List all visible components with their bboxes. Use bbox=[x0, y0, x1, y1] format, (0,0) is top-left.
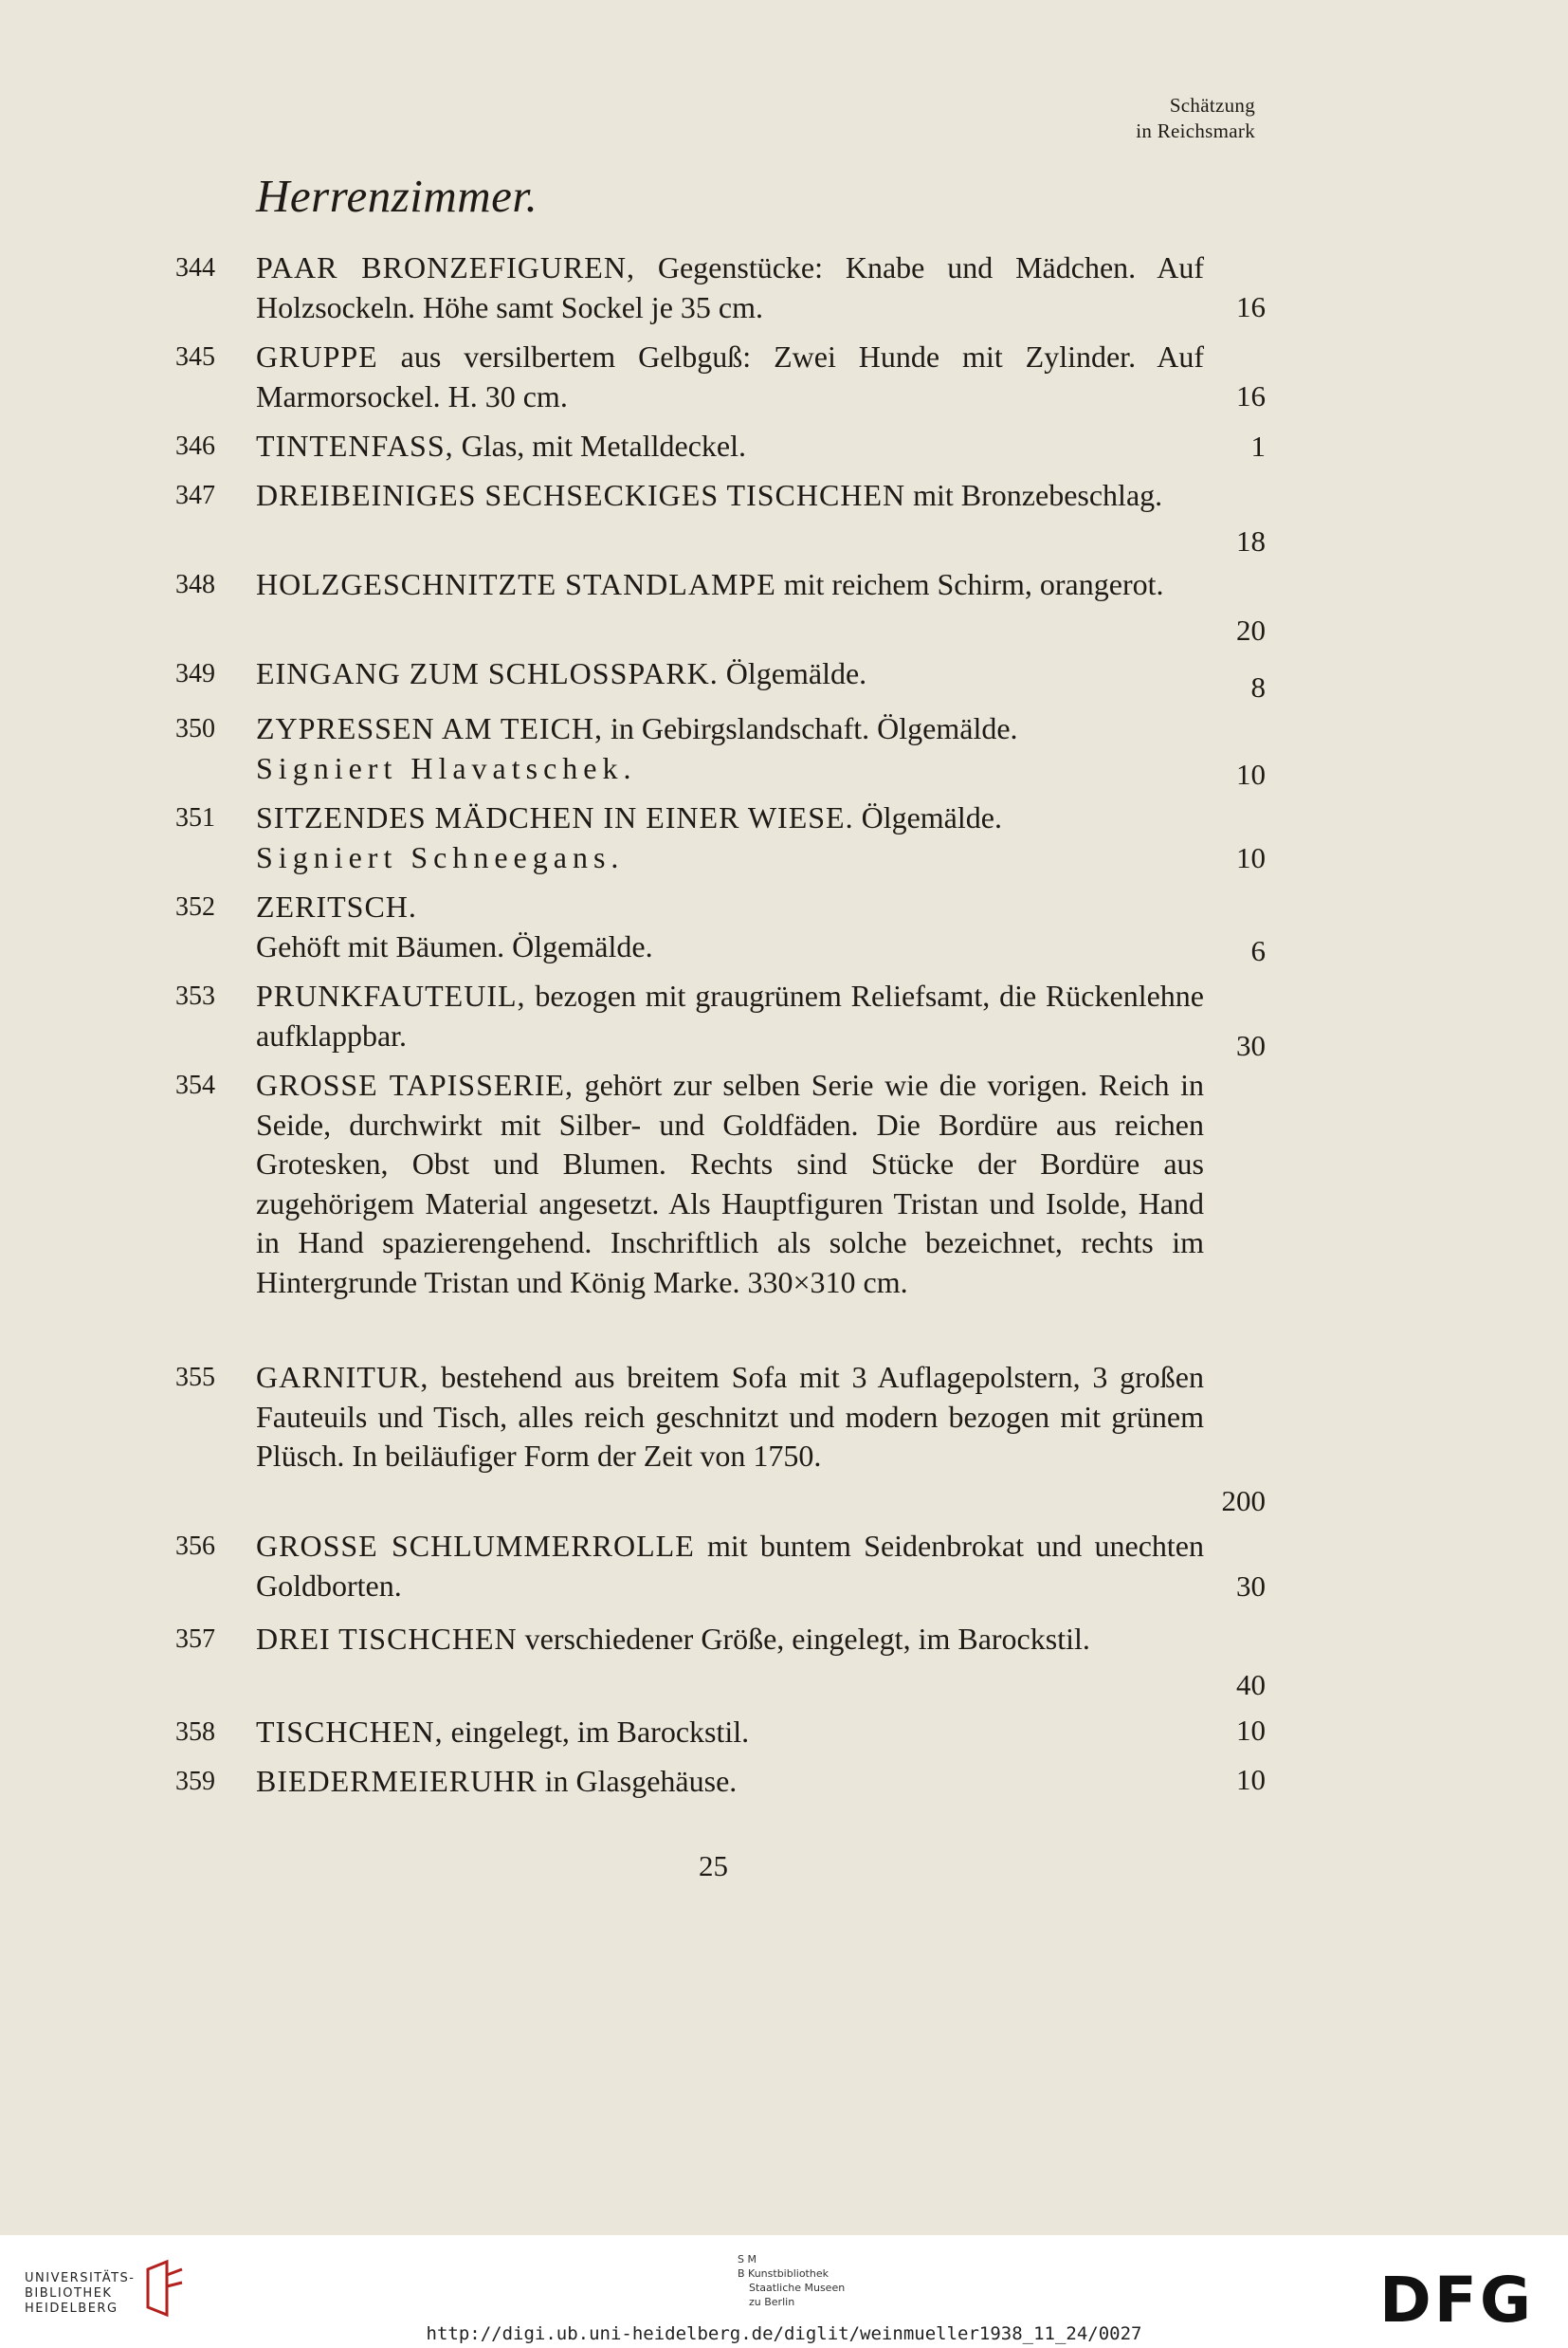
lot-details: in Glasgehäuse. bbox=[544, 1764, 738, 1798]
lot-estimate: 10 bbox=[1236, 758, 1266, 791]
digitization-footer bbox=[0, 2235, 1568, 2348]
lot-number: 352 bbox=[175, 892, 215, 922]
lot-signature: Signiert Schneegans. bbox=[256, 839, 625, 874]
lot-number: 345 bbox=[175, 342, 215, 372]
lot-details: gehört zur selben Serie wie die vorigen. Reich in Seide, durchwirkt mit Silber- und Goldfäden. Die Bordüre aus reichen Grotesken, Obst und Blumen. Rechts sind Stücke der Bordüre aus zugehörigem Material angesetzt. Als Hauptfiguren Tristan und Isolde, Hand in Hand spazierengehend. Inschriftlich als solche bezeichnet, rechts im Hintergrunde Tristan und König Marke. 330×310 cm. bbox=[256, 1068, 1205, 1299]
lot-estimate: 10 bbox=[1236, 1714, 1266, 1747]
estimate-column-header bbox=[1136, 93, 1255, 144]
uni-logo-line: BIBLIOTHEK bbox=[25, 2286, 113, 2301]
lot-title: BIEDERMEIERUHR bbox=[256, 1764, 538, 1798]
lot-details: bestehend aus breitem Sofa mit 3 Auflagepolstern, 3 großen Fauteuils und Tisch, alles reich geschnitzt und modern bezogen mit grünem Plüsch. In beiläufiger Form der Zeit von 1750. bbox=[256, 1360, 1204, 1473]
lot-number: 351 bbox=[175, 803, 215, 833]
lot-description bbox=[256, 1713, 1204, 1752]
uni-logo-line: UNIVERSITÄTS- bbox=[25, 2271, 136, 2285]
lot-details: mit buntem Seidenbrokat und unechten Goldborten. bbox=[256, 1529, 1204, 1603]
lot-title: EINGANG ZUM SCHLOSSPARK. bbox=[256, 656, 719, 690]
dfg-logo: DFG bbox=[1378, 2264, 1534, 2337]
lot-title: ZERITSCH. bbox=[256, 890, 417, 924]
lot-details: Gegenstücke: Knabe und Mädchen. Auf Holzsockeln. Höhe samt Sockel je 35 cm. bbox=[256, 250, 1205, 324]
lot-estimate: 6 bbox=[1250, 934, 1266, 967]
lot-estimate: 16 bbox=[1236, 379, 1266, 413]
lot-number: 353 bbox=[175, 981, 215, 1011]
lot-title: ZYPRESSEN AM TEICH, bbox=[256, 711, 604, 745]
lot-title: HOLZGESCHNITZTE STANDLAMPE bbox=[256, 567, 776, 601]
lot-description bbox=[256, 1527, 1204, 1605]
museum-credit-line: zu Berlin bbox=[749, 2296, 795, 2308]
lot-title: PRUNKFAUTEUIL, bbox=[256, 979, 526, 1013]
lot-title: DREIBEINIGES SECHSECKIGES TISCHCHEN bbox=[256, 478, 906, 512]
page-number: 25 bbox=[699, 1849, 728, 1882]
library-emblem-icon bbox=[140, 2256, 188, 2322]
lot-details: Ölgemälde. bbox=[861, 800, 1002, 835]
lot-description bbox=[256, 798, 1204, 877]
lot-number: 348 bbox=[175, 570, 215, 599]
lot-details: bezogen mit graugrünem Reliefsamt, die Rückenlehne aufklappbar. bbox=[256, 979, 1205, 1053]
lot-estimate: 10 bbox=[1236, 1763, 1266, 1796]
uni-logo-line: HEIDELBERG bbox=[25, 2302, 119, 2316]
lot-estimate: 30 bbox=[1236, 1029, 1266, 1062]
lot-description bbox=[256, 1762, 1204, 1802]
lot-details: Glas, mit Metalldeckel. bbox=[461, 429, 746, 463]
lot-description bbox=[256, 1620, 1204, 1660]
estimate-unit: in Reichsmark bbox=[1136, 119, 1255, 142]
lot-number: 344 bbox=[175, 253, 215, 283]
lot-description bbox=[256, 977, 1204, 1055]
lot-number: 349 bbox=[175, 659, 215, 688]
lot-title: PAAR BRONZEFIGUREN, bbox=[256, 250, 635, 284]
lot-number: 358 bbox=[175, 1717, 215, 1747]
lot-number: 357 bbox=[175, 1624, 215, 1654]
lot-estimate: 30 bbox=[1236, 1569, 1266, 1603]
lot-estimate: 16 bbox=[1236, 290, 1266, 323]
lot-title: GRUPPE bbox=[256, 339, 378, 374]
lot-number: 350 bbox=[175, 714, 215, 743]
lot-details: Gehöft mit Bäumen. Ölgemälde. bbox=[256, 928, 653, 963]
lot-details: mit Bronzebeschlag. bbox=[913, 478, 1163, 512]
estimate-label: Schätzung bbox=[1169, 94, 1255, 117]
museum-credit-line: Staatliche Museen bbox=[749, 2282, 846, 2294]
lot-signature: Signiert Hlavatschek. bbox=[256, 750, 637, 785]
lot-estimate: 1 bbox=[1250, 430, 1266, 463]
lot-title: DREI TISCHCHEN bbox=[256, 1622, 518, 1656]
lot-description bbox=[256, 1358, 1204, 1477]
lot-description bbox=[256, 248, 1204, 327]
lot-number: 354 bbox=[175, 1071, 215, 1100]
lot-estimate: 10 bbox=[1236, 841, 1266, 874]
lot-description bbox=[256, 1066, 1204, 1302]
lot-estimate: 18 bbox=[1236, 524, 1266, 558]
museum-credit bbox=[738, 2252, 845, 2309]
lot-estimate: 200 bbox=[1221, 1484, 1266, 1517]
lot-description bbox=[256, 565, 1204, 605]
lot-description bbox=[256, 654, 1204, 694]
lot-details: eingelegt, im Barockstil. bbox=[450, 1715, 750, 1749]
lot-number: 347 bbox=[175, 481, 215, 510]
lot-number: 355 bbox=[175, 1363, 215, 1392]
lot-details: aus versilbertem Gelbguß: Zwei Hunde mit Zylinder. Auf Marmorsockel. H. 30 cm. bbox=[256, 339, 1205, 413]
lot-description bbox=[256, 709, 1204, 788]
lot-description bbox=[256, 338, 1204, 416]
lot-estimate: 8 bbox=[1250, 670, 1266, 704]
lot-details: mit reichem Schirm, orangerot. bbox=[783, 567, 1164, 601]
lot-title: GARNITUR, bbox=[256, 1360, 429, 1394]
lot-title: TISCHCHEN, bbox=[256, 1715, 444, 1749]
lot-title: TINTENFASS, bbox=[256, 429, 454, 463]
lot-title: SITZENDES MÄDCHEN IN EINER WIESE. bbox=[256, 800, 854, 835]
lot-estimate: 40 bbox=[1236, 1668, 1266, 1701]
lot-details: verschiedener Größe, eingelegt, im Barockstil. bbox=[524, 1622, 1090, 1656]
lot-details: in Gebirgslandschaft. Ölgemälde. bbox=[611, 711, 1018, 745]
museum-credit-line: B Kunstbibliothek bbox=[738, 2267, 829, 2280]
source-url[interactable]: http://digi.ub.uni-heidelberg.de/diglit/weinmueller1938_11_24/0027 bbox=[426, 2323, 1142, 2344]
lot-title: GROSSE TAPISSERIE, bbox=[256, 1068, 574, 1102]
lot-title: GROSSE SCHLUMMERROLLE bbox=[256, 1529, 695, 1563]
university-library-logo bbox=[25, 2271, 136, 2317]
lot-number: 356 bbox=[175, 1532, 215, 1561]
lot-number: 346 bbox=[175, 431, 215, 461]
lot-details: Ölgemälde. bbox=[725, 656, 867, 690]
lot-number: 359 bbox=[175, 1767, 215, 1796]
section-title: Herrenzimmer. bbox=[256, 170, 538, 222]
lot-description bbox=[256, 427, 1204, 467]
lot-description bbox=[256, 476, 1204, 516]
lot-estimate: 20 bbox=[1236, 614, 1266, 647]
lot-description bbox=[256, 888, 1204, 966]
museum-credit-line: S M bbox=[738, 2253, 757, 2265]
